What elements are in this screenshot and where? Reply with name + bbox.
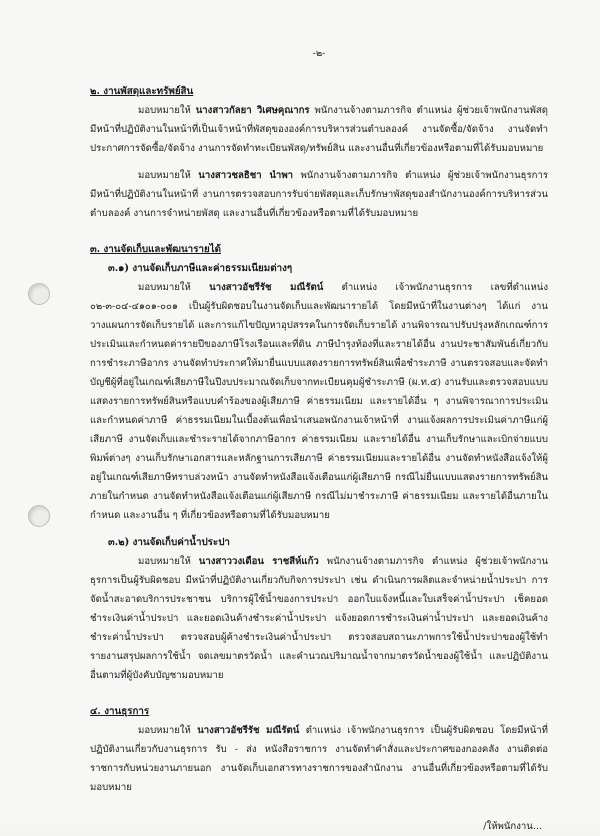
duty-text: ตำแหน่ง เจ้าพนักงานธุรการ เป็นผู้รับผิดชอบ โดยมีหน้าที่ปฏิบัติงานเกี่ยวกับงานธุรการ รับ - ส่ง หนังสือราชการ งานจัดทำคำสั่งและประกาศของกองคลัง งานติดต่อราชการกับหน่วยงานภายนอก งานจัดเก็บเอกสารทางราชการของสำนักงาน งานอื่นที่เกี่ยวข้องหรือตามที่ได้รับมอบหมาย bbox=[90, 725, 548, 793]
section-heading: ๔. งานธุรการ bbox=[90, 706, 150, 717]
assignment-paragraph bbox=[90, 166, 548, 223]
staff-name: นางสาวอัชรีรัช มณีรัตน์ bbox=[197, 725, 300, 736]
section-administration bbox=[90, 702, 548, 797]
section-supplies-assets bbox=[90, 82, 548, 223]
assign-prefix: มอบหมายให้ bbox=[138, 170, 199, 181]
punch-hole bbox=[28, 283, 50, 305]
section-heading: ๒. งานพัสดุและทรัพย์สิน bbox=[90, 86, 194, 97]
staff-name: นางสาวกัลยา วิเศษคุณากร bbox=[195, 105, 310, 116]
duty-text: พนักงานจ้างตามภารกิจ ตำแหน่ง ผู้ช่วยเจ้าพนักงานธุรการเป็นผู้รับผิดชอบ มีหน้าที่ปฏิบัติงานเกี่ยวกับกิจการประปา เช่น ดำเนินการผลิตและจำหน่ายน้ำประปา การจัดน้ำสะอาดบริการประชาชน บริการผู้ใช้น้ำของการประปา ออกใบแจ้งหนี้และใบเสร็จค่าน้ำประปา เช็คยอดชำระเงินค่าน้ำประปา และยอดเงินค้างชำระค่าน้ำประปา แจ้งยอดการชำระเงินค่าน้ำประปา และยอดเงินค้างชำระค่าน้ำประปา ตรวจสอบผู้ค้างชำระเงินค่าน้ำประปา ตรวจสอบสถานะภาพการใช้น้ำประปาของผู้ใช้ทำรายงานสรุปผลการใช้น้ำ จดเลขมาตรวัดน้ำ และคำนวณปริมาณน้ำจากมาตรวัดน้ำของผู้ใช้น้ำ และปฏิบัติงานอื่นตามที่ผู้บังคับบัญชามอบหมาย bbox=[90, 556, 549, 681]
assign-prefix: มอบหมายให้ bbox=[138, 282, 210, 293]
assign-prefix: มอบหมายให้ bbox=[138, 556, 199, 567]
subsection-heading: ๓.๑) งานจัดเก็บภาษีและค่าธรรมเนียมต่างๆ bbox=[108, 263, 293, 274]
document-body bbox=[90, 44, 548, 836]
subsection-heading: ๓.๒) งานจัดเก็บค่าน้ำประปา bbox=[108, 537, 230, 548]
staff-name: นางสาววงเดือน ราชสีห์แก้ว bbox=[198, 556, 319, 567]
punch-hole bbox=[28, 505, 50, 527]
section-revenue bbox=[90, 240, 548, 685]
page-number: -๒- bbox=[312, 48, 326, 59]
assignment-paragraph bbox=[90, 552, 548, 685]
assign-prefix: มอบหมายให้ bbox=[138, 725, 198, 736]
assignment-paragraph bbox=[90, 721, 548, 797]
staff-name: นางสาวอัชรีรัช มณีรัตน์ bbox=[209, 282, 324, 293]
continuation-marker: /ให้พนักงาน... bbox=[483, 821, 542, 832]
assignment-paragraph bbox=[90, 278, 548, 525]
duty-text: พนักงานจ้างตามภารกิจ ตำแหน่ง ผู้ช่วยเจ้าพนักงานพัสดุ มีหน้าที่ปฏิบัติงานในหน้าที่เป็นเจ้าหน้าที่พัสดุขององค์การบริหารส่วนตำบลองค์ งานจัดซื้อ/จัดจ้าง งานจัดทำประกาศการจัดซื้อ/จัดจ้าง งานการจัดทำทะเบียนพัสดุ/ทรัพย์สิน และงานอื่นที่เกี่ยวข้องหรือตามที่ได้รับมอบหมาย bbox=[90, 105, 548, 154]
assignment-paragraph bbox=[90, 101, 548, 158]
assign-prefix: มอบหมายให้ bbox=[138, 105, 196, 116]
duty-text: ตำแหน่ง เจ้าพนักงานธุรการ เลขที่ตำแหน่ง ๐๒-๓-๐๔-๔๑๐๑-๐๐๑ เป็นผู้รับผิดชอบในงานจัดเก็บและพัฒนารายได้ โดยมีหน้าที่ในงานต่างๆ ได้แก่ งานวางแผนการจัดเก็บรายได้ และการแก้ไขปัญหาอุปสรรคในการจัดเก็บรายได้ งานพิจารณาปรับปรุงหลักเกณฑ์การประเมินและกำหนดค่ารายปีของภาษีโรงเรือนและที่ดิน ภาษีบำรุงท้องที่และรายได้อื่น งานประชาสัมพันธ์เกี่ยวกับการชำระภาษีอากร งานจัดทำประกาศให้มายื่นแบบแสดงรายการทรัพย์สินเพื่อชำระภาษี งานตรวจสอบและจัดทำบัญชีผู้ที่อยู่ในเกณฑ์เสียภาษีในปีงบประมาณจัดเก็บจากทะเบียนคุมผู้ชำระภาษี (ผ.ท.๕) งานรับและตรวจสอบแบบแสดงรายการทรัพย์สินหรือแบบคำร้องของผู้เสียภาษี ค่าธรรมเนียม และรายได้อื่น ๆ งานพิจารณาการประเมินและกำหนดค่าภาษี ค่าธรรมเนียมในเบื้องต้นเพื่อนำเสนอพนักงานเจ้าหน้าที่ งานแจ้งผลการประเมินค่าภาษีแก่ผู้เสียภาษี งานจัดเก็บและชำระรายได้จากภาษีอากร ค่าธรรมเนียม และรายได้อื่น งานเก็บรักษาและเบิกจ่ายแบบพิมพ์ต่างๆ งานเก็บรักษาเอกสารและหลักฐานการเสียภาษี ค่าธรรมเนียมและรายได้อื่น งานจัดทำหนังสือแจ้งให้ผู้อยู่ในเกณฑ์เสียภาษีทราบล่วงหน้า งานจัดทำหนังสือแจ้งเตือนแก่ผู้เสียภาษี กรณีไม่ยื่นแบบแสดงรายการทรัพย์สินภายในกำหนด งานจัดทำหนังสือแจ้งเตือนแก่ผู้เสียภาษี กรณีไม่มาชำระภาษี ค่าธรรมเนียม และรายได้อื่นภายในกำหนด และงานอื่น ๆ ที่เกี่ยวข้องหรือตามที่ได้รับมอบหมาย bbox=[90, 282, 549, 521]
duty-text: พนักงานจ้างตามภารกิจ ตำแหน่ง ผู้ช่วยเจ้าพนักงานธุรการ มีหน้าที่ปฏิบัติงานในหน้าที่ งานการตรวจสอบการรับจ่ายพัสดุและเก็บรักษาพัสดุของสำนักงานองค์การบริหารส่วนตำบลองค์ งานการจำหน่ายพัสดุ และงานอื่นที่เกี่ยวข้องหรือตามที่ได้รับมอบหมาย bbox=[90, 170, 549, 219]
staff-name: นางสาวชลธิชา นำพา bbox=[198, 170, 294, 181]
section-heading: ๓. งานจัดเก็บและพัฒนารายได้ bbox=[90, 244, 221, 255]
